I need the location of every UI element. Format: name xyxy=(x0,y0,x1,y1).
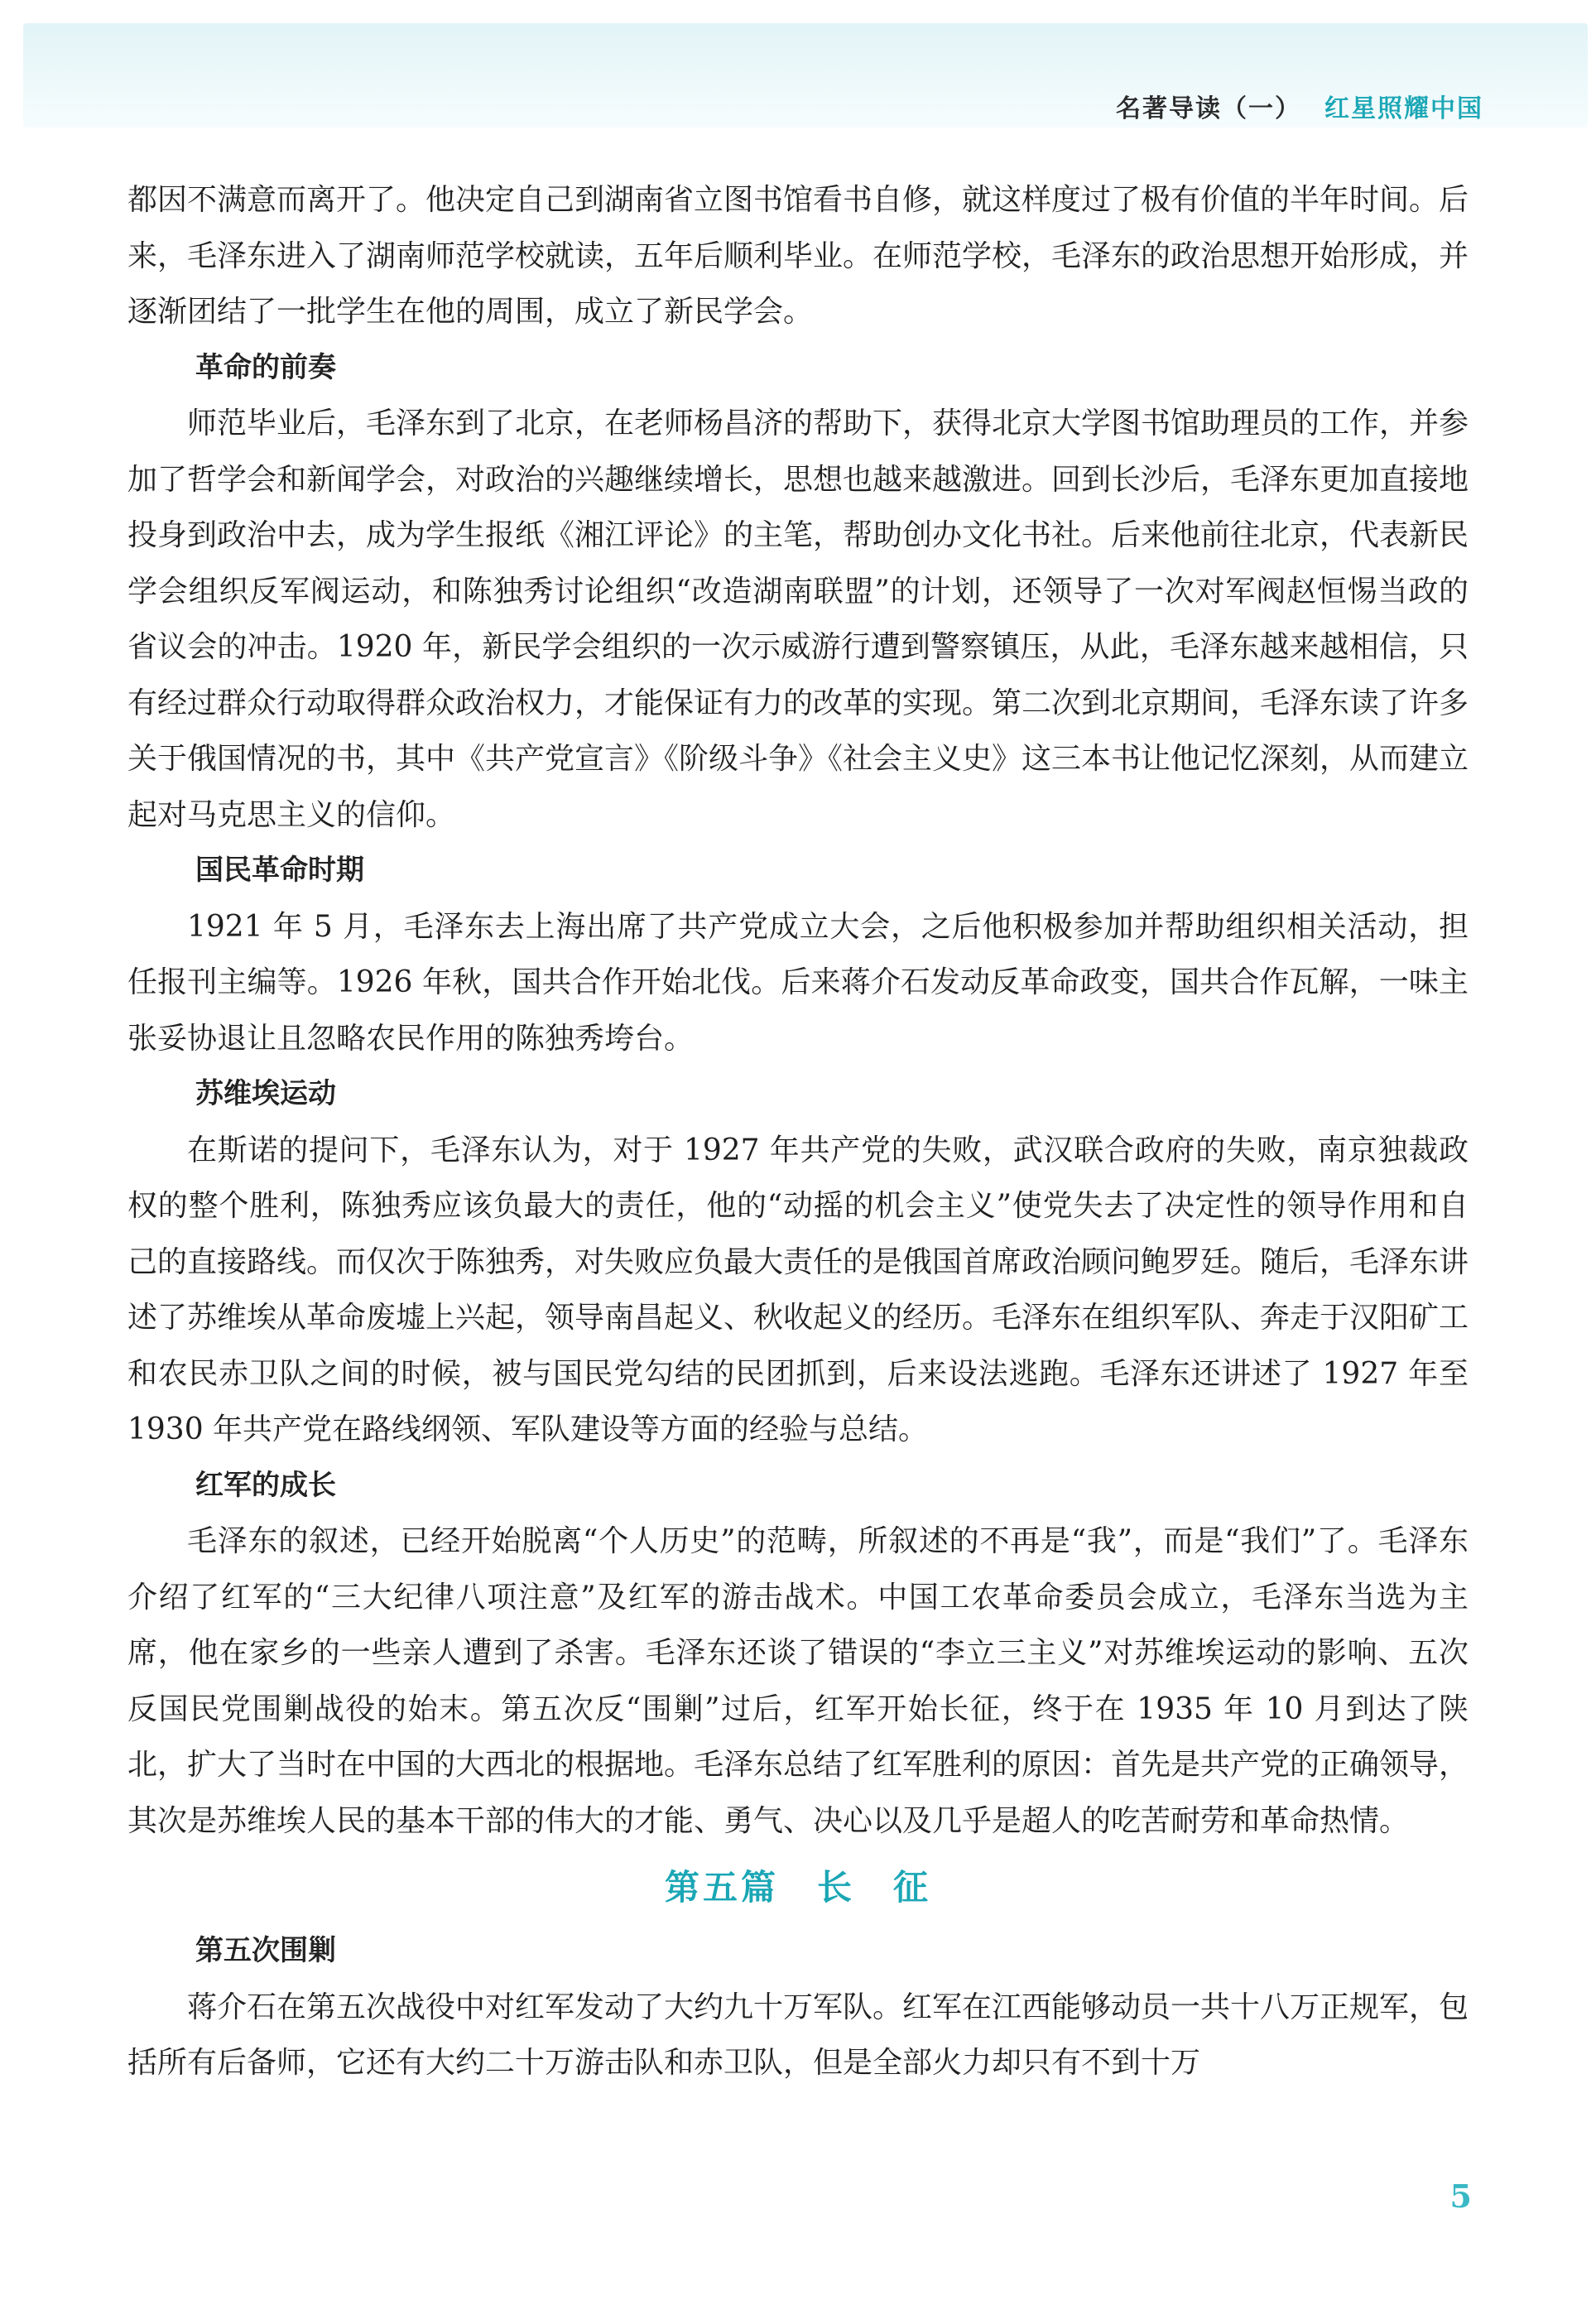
heading-national-revolution: 国民革命时期 xyxy=(195,854,364,887)
heading-red-army-growth: 红军的成长 xyxy=(195,1468,336,1502)
chapter-title: 第五篇 长 征 xyxy=(664,1867,931,1908)
heading-fifth-encirclement: 第五次围剿 xyxy=(195,1934,336,1967)
header-book-name: 红星照耀中国 xyxy=(1324,94,1483,123)
paragraph-intro: 都因不满意而离开了。他决定自己到湖南省立图书馆看书自修，就这样度过了极有价值的半年时间。后来，毛泽东进入了湖南师范学校就读，五年后顺利毕业。在师范学校，毛泽东的政治思想开始形成，并逐渐团结了一批学生在他的周围，成立了新民学会。 xyxy=(127,183,1469,329)
heading-prelude: 革命的前奏 xyxy=(195,350,336,384)
running-header xyxy=(1116,88,1483,124)
paragraph-national-revolution: 1921 年 5 月，毛泽东去上海出席了共产党成立大会，之后他积极参加并帮助组织相关活动，担任报刊主编等。1926 年秋，国共合作开始北伐。后来蒋介石发动反革命政变，国共合作瓦解，一味主张妥协退让且忽略农民作用的陈独秀垮台。 xyxy=(127,909,1469,1056)
paragraph-prelude: 师范毕业后，毛泽东到了北京，在老师杨昌济的帮助下，获得北京大学图书馆助理员的工作，并参加了哲学会和新闻学会，对政治的兴趣继续增长，思想也越来越激进。回到长沙后，毛泽东更加直接地投身到政治中去，成为学生报纸《湘江评论》的主笔，帮助创办文化书社。后来他前往北京，代表新民学会组织反军阀运动，和陈独秀讨论组织“改造湖南联盟”的计划，还领导了一次对军阀赵恒惕当政的省议会的冲击。1920 年，新民学会组织的一次示威游行遭到警察镇压，从此，毛泽东越来越相信，只有经过群众行动取得群众政治权力，才能保证有力的改革的实现。第二次到北京期间，毛泽东读了许多关于俄国情况的书，其中《共产党宣言》《阶级斗争》《社会主义史》这三本书让他记忆深刻，从而建立起对马克思主义的信仰。 xyxy=(127,407,1469,832)
page-number: 5 xyxy=(1449,2177,1472,2215)
paragraph-red-army-growth: 毛泽东的叙述，已经开始脱离“个人历史”的范畴，所叙述的不再是“我”，而是“我们”了。毛泽东介绍了红军的“三大纪律八项注意”及红军的游击战术。中国工农革命委员会成立，毛泽东当选为主席，他在家乡的一些亲人遭到了杀害。毛泽东还谈了错误的“李立三主义”对苏维埃运动的影响、五次反国民党围剿战役的始末。第五次反“围剿”过后，红军开始长征，终于在 1935 年 10 月到达了陕北，扩大了当时在中国的大西北的根据地。毛泽东总结了红军胜利的原因：首先是共产党的正确领导，其次是苏维埃人民的基本干部的伟大的才能、勇气、决心以及几乎是超人的吃苦耐劳和革命热情。 xyxy=(127,1524,1469,1838)
paragraph-soviet-movement: 在斯诺的提问下，毛泽东认为，对于 1927 年共产党的失败，武汉联合政府的失败，南京独裁政权的整个胜利，陈独秀应该负最大的责任，他的“动摇的机会主义”使党失去了决定性的领导作用和自己的直接路线。而仅次于陈独秀，对失败应负最大责任的是俄国首席政治顾问鲍罗廷。随后，毛泽东讲述了苏维埃从革命废墟上兴起，领导南昌起义、秋收起义的经历。毛泽东在组织军队、奔走于汉阳矿工和农民赤卫队之间的时候，被与国民党勾结的民团抓到，后来设法逃跑。毛泽东还讲述了 1927 年至 1930 年共产党在路线纲领、军队建设等方面的经验与总结。 xyxy=(127,1133,1469,1446)
heading-soviet-movement: 苏维埃运动 xyxy=(195,1077,336,1110)
header-book-title: 名著导读（一） xyxy=(1116,94,1301,123)
paragraph-fifth-encirclement: 蒋介石在第五次战役中对红军发动了大约九十万军队。红军在江西能够动员一共十八万正规军，包括所有后备师，它还有大约二十万游击队和赤卫队，但是全部火力却只有不到十万 xyxy=(127,1990,1469,2080)
page-content xyxy=(127,172,1469,2091)
